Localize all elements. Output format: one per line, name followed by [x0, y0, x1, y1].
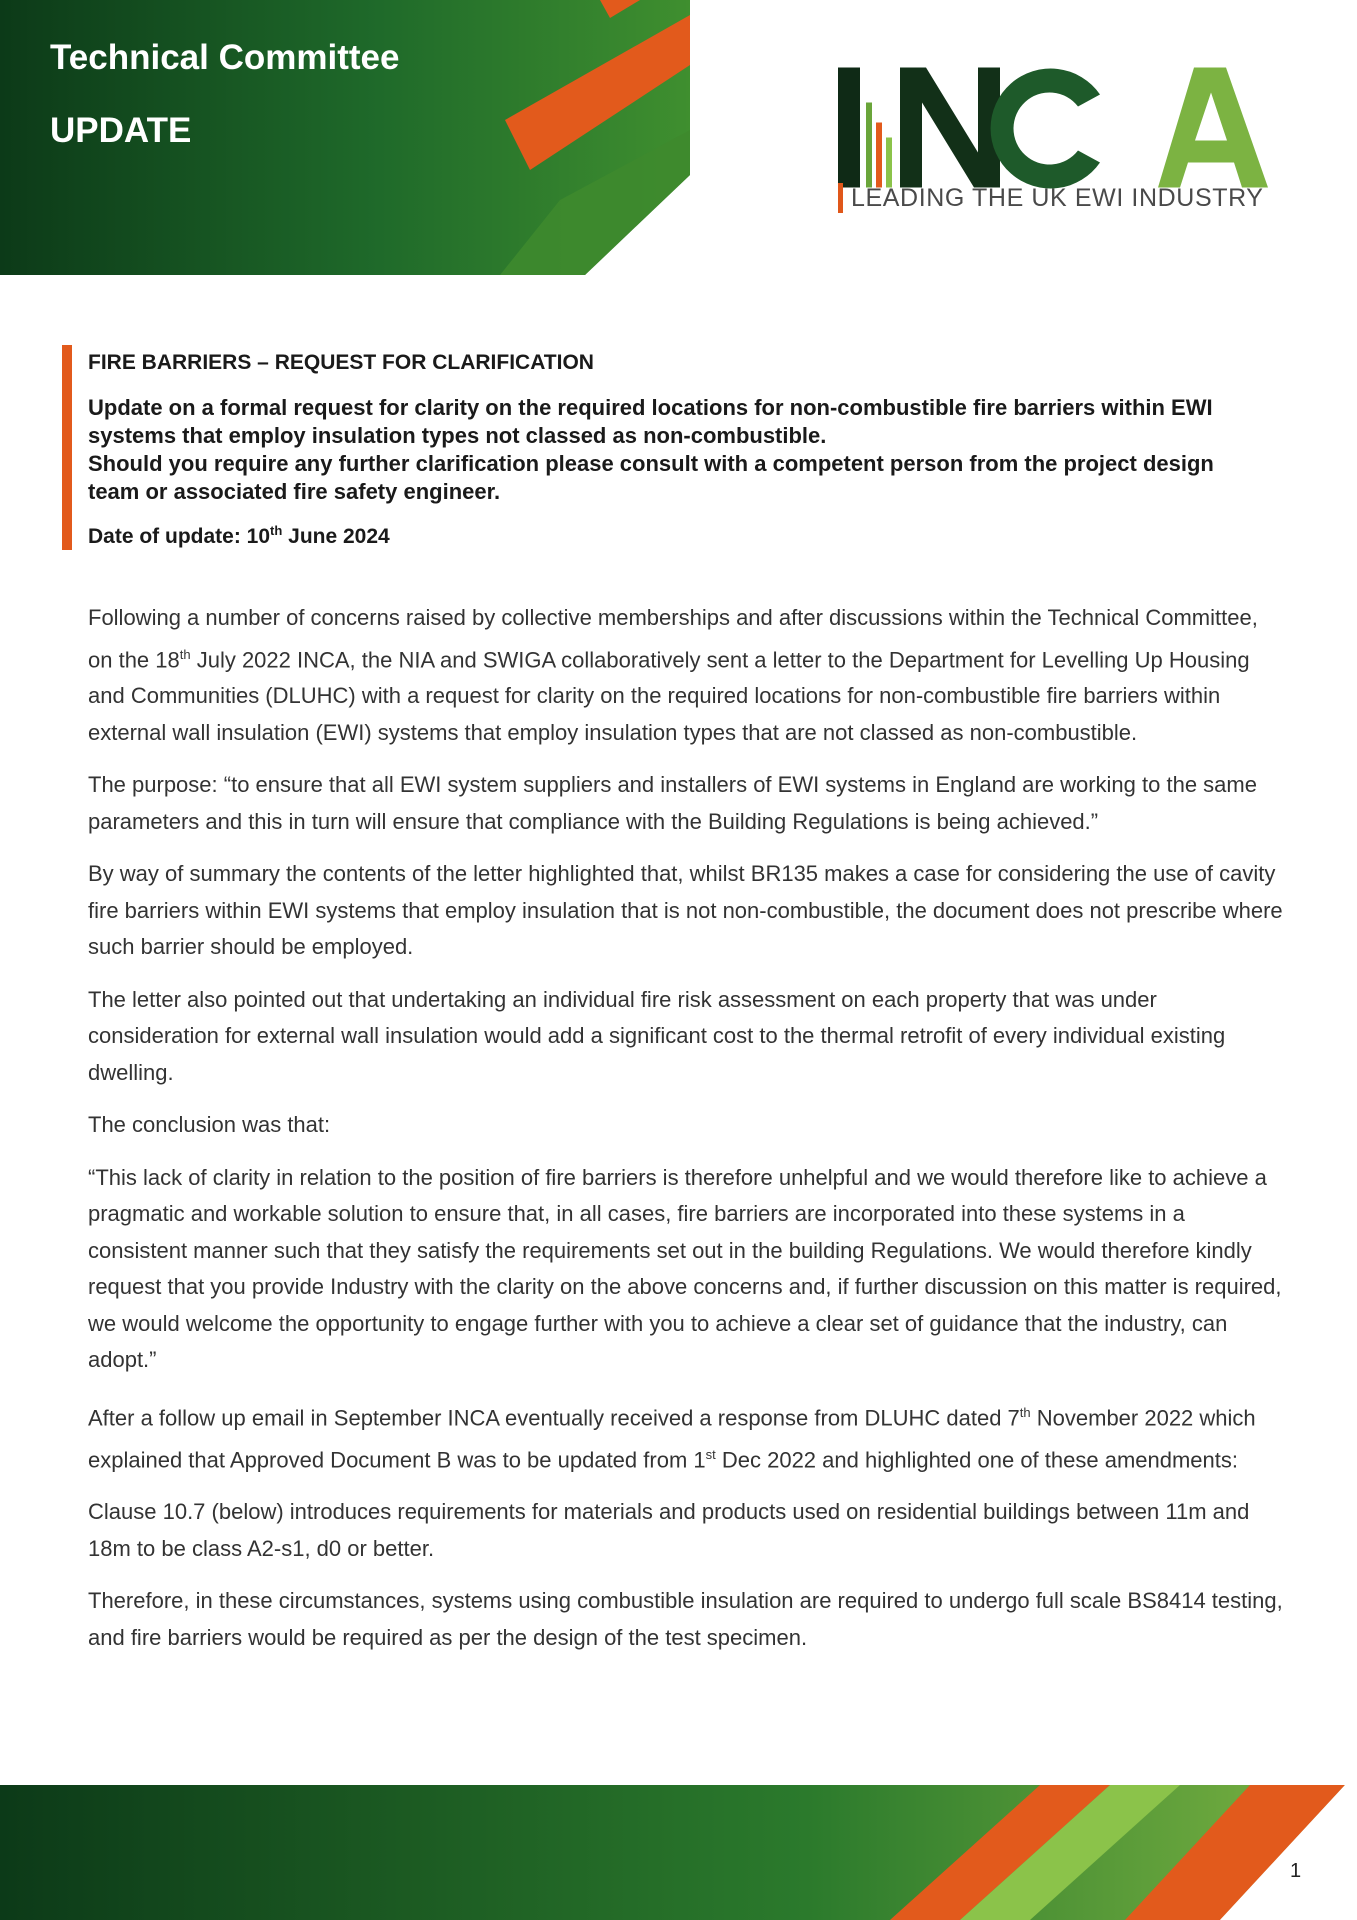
section-heading: FIRE BARRIERS – REQUEST FOR CLARIFICATION — [88, 351, 594, 374]
header-banner — [0, 0, 690, 275]
paragraph-7-part-b: November 2022 which explained that Approved Document B was to be updated from 1 — [88, 1405, 1256, 1472]
paragraph-7-sup-2: st — [705, 1446, 716, 1462]
paragraph-9: Therefore, in these circumstances, systems using combustible insulation are required to undergo full scale BS8414 testing, and fire barriers would be required as per the design of the test specimen. — [88, 1588, 1283, 1650]
summary-line-2: Should you require any further clarification please consult with a competent person from the project design team or associated fire safety engineer. — [88, 451, 1214, 504]
date-day: 10 — [246, 525, 271, 548]
paragraph-7-sup-1: th — [1019, 1404, 1031, 1420]
footer-banner — [0, 1785, 1357, 1920]
logo-tagline: LEADING THE UK EWI INDUSTRY — [838, 183, 1264, 213]
header-subtitle: UPDATE — [50, 111, 192, 150]
paragraph-8: Clause 10.7 (below) introduces requirements for materials and products used on residential buildings between 11m and 18m to be class A2-s1, d0 or better. — [88, 1499, 1250, 1561]
body-text — [88, 600, 1288, 1672]
paragraph-4: The letter also pointed out that undertaking an individual fire risk assessment on each property that was under consideration for external wall insulation would add a significant cost to the thermal retrofit of every individual existing dwelling. — [88, 986, 1226, 1085]
paragraph-1-sup: th — [179, 646, 191, 662]
date-rest: June 2024 — [282, 525, 390, 548]
callout-box — [62, 345, 1318, 550]
paragraph-3: By way of summary the contents of the letter highlighted that, whilst BR135 makes a case for considering the use of cavity fire barriers within EWI systems that employ insulation that is not non-combustible, the document does not prescribe where such barrier should be employed. — [88, 861, 1283, 960]
update-date — [88, 518, 1318, 550]
paragraph-6-quote: “This lack of clarity in relation to the position of fire barriers is therefore unhelpful and we would therefore like to achieve a pragmatic and workable solution to ensure that, in all cases, fire barriers are incorporated into these systems in a consistent manner such that they satisfy the requirements set out in the building Regulations. We would therefore kindly request that you provide Industry with the clarity on the above concerns and, if further discussion on this matter is required, we would welcome the opportunity to engage further with you to achieve a clear set of guidance that the industry, can adopt.” — [88, 1164, 1282, 1373]
callout-summary — [88, 394, 1268, 506]
page-number: 1 — [1290, 1860, 1302, 1882]
paragraph-1-part-b: July 2022 INCA, the NIA and SWIGA collaboratively sent a letter to the Department for Levelling Up Housing and Communities (DLUHC) with a request for clarity on the required locations for non-combustible fire barriers within external wall insulation (EWI) systems that employ insulation types that are not classed as non-combustible. — [88, 646, 1250, 745]
paragraph-5: The conclusion was that: — [88, 1112, 331, 1138]
paragraph-7-part-c: Dec 2022 and highlighted one of these amendments: — [715, 1446, 1239, 1472]
footer-banner-graphic — [0, 1785, 1357, 1920]
date-suffix: th — [270, 523, 283, 538]
paragraph-2: The purpose: “to ensure that all EWI system suppliers and installers of EWI systems in England are working to the same parameters and this in turn will ensure that compliance with the Building Regulations is being achieved.” — [88, 772, 1257, 834]
header-title: Technical Committee — [50, 38, 400, 77]
date-label: Date of update: — [88, 525, 247, 548]
summary-line-1: Update on a formal request for clarity on the required locations for non-combustible fire barriers within EWI systems that employ insulation types not classed as non-combustible. — [88, 395, 1213, 448]
paragraph-1-part-a: Following a number of concerns raised by collective memberships and after discussions within the Technical Committee, on the 18 — [88, 605, 1258, 672]
paragraph-7 — [88, 1395, 1288, 1479]
paragraph-7-part-a: After a follow up email in September INCA eventually received a response from DLUHC dated 7 — [88, 1405, 1020, 1431]
paragraph-1 — [88, 600, 1288, 751]
